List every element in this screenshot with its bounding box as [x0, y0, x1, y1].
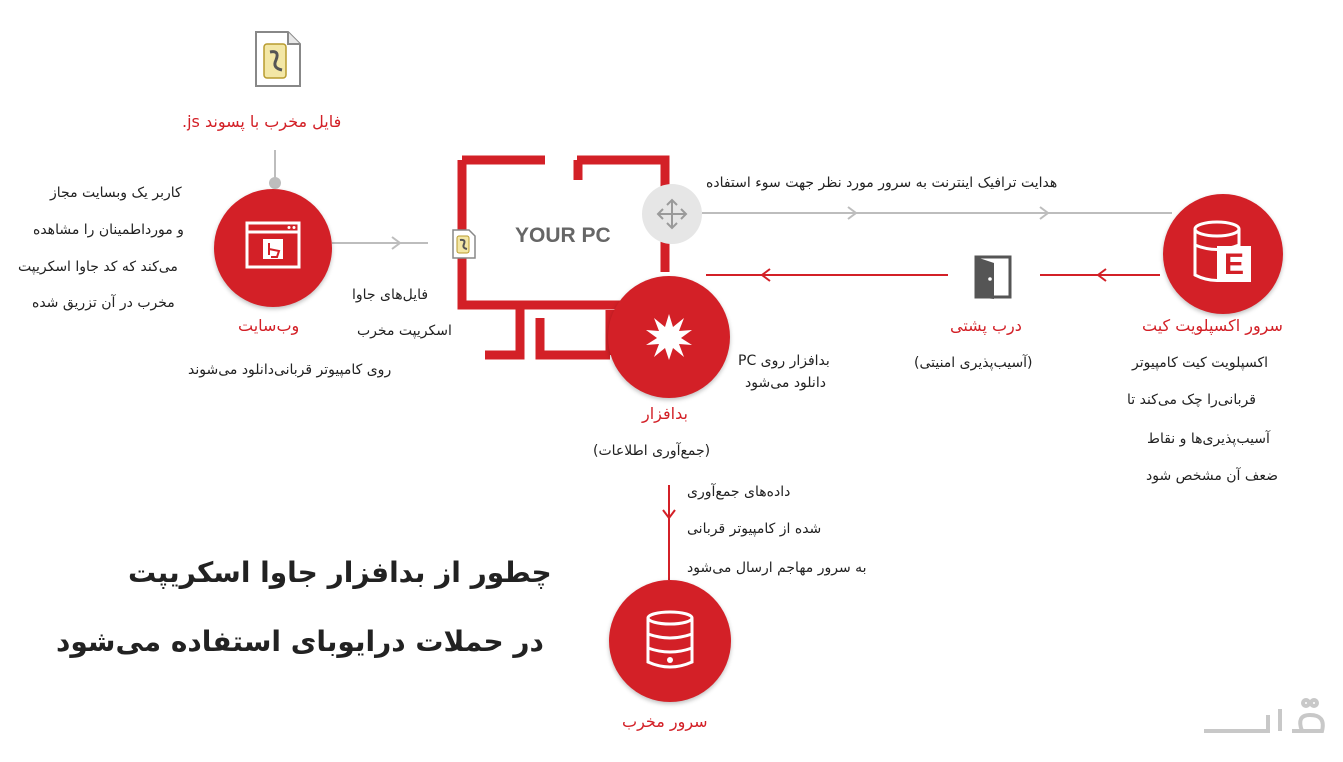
- pc-label: YOUR PC: [515, 224, 611, 247]
- script-file-icon: [254, 30, 302, 88]
- malware-label: بدافزار: [642, 404, 688, 423]
- attacker-server-label: سرور مخرب: [622, 712, 708, 731]
- backdoor-sublabel: (آسیب‌پذیری امنیتی): [914, 355, 1033, 371]
- door-icon: [974, 255, 1012, 299]
- exploit-desc-4: ضعف آن مشخص شود: [1146, 468, 1279, 484]
- exploit-server-node: [1163, 194, 1283, 314]
- data-flow-3: به سرور مهاجم ارسال می‌شود: [687, 560, 867, 576]
- traffic-label: هدایت ترافیک اینترنت به سرور مورد نظر جهت سوء استفاده: [706, 175, 1058, 191]
- java-files-line-3: روی کامپیوتر قربانی‌دانلود می‌شوند: [188, 362, 392, 378]
- malware-node: [608, 276, 730, 398]
- exploit-desc-2: قربانی‌را چک می‌کند تا: [1127, 392, 1256, 408]
- burst-icon: [644, 312, 694, 362]
- exploit-desc-1: اکسپلویت کیت کامپیوتر: [1132, 355, 1269, 371]
- data-flow-1: داده‌های جمع‌آوری: [687, 484, 791, 500]
- database-e-icon: [1193, 220, 1253, 286]
- browser-click-icon: [245, 221, 301, 269]
- svg-text:E: E: [1223, 248, 1245, 281]
- website-desc-3: می‌کند که کد جاوا اسکریپت: [18, 259, 178, 275]
- attacker-server-node: [609, 580, 731, 702]
- backdoor-label: درب پشتی: [950, 316, 1022, 335]
- website-node: [214, 189, 332, 307]
- website-desc-4: مخرب در آن تزریق شده: [32, 295, 175, 311]
- file-label: فایل مخرب با پسوند js.: [182, 112, 342, 131]
- malware-download-1: بدافزار روی PC: [738, 353, 830, 369]
- data-flow-2: شده از کامپیوتر قربانی: [687, 521, 822, 537]
- headline-line-2: در حملات درایوبای استفاده می‌شود: [56, 625, 544, 658]
- website-desc-2: و مورداطمینان را مشاهده: [33, 222, 184, 238]
- exploit-desc-3: آسیب‌پذیری‌ها و نقاط: [1147, 431, 1270, 447]
- watermark-logo: [1198, 693, 1328, 743]
- js-file-icon: [452, 229, 476, 259]
- database-icon: [645, 610, 695, 672]
- java-files-line-2: اسکریپت مخرب: [357, 323, 452, 339]
- malware-sublabel: (جمع‌آوری اطلاعات): [593, 443, 711, 459]
- exploit-server-label: سرور اکسپلویت کیت: [1142, 316, 1283, 335]
- website-label: وب‌سایت: [238, 316, 300, 335]
- headline-line-1: چطور از بدافزار جاوا اسکریپت: [128, 556, 552, 589]
- java-files-line-1: فایل‌های جاوا: [352, 287, 429, 303]
- redirect-node: [642, 184, 702, 244]
- website-desc-1: کاربر یک وبسایت مجاز: [50, 185, 182, 201]
- move-arrows-icon: [656, 198, 688, 230]
- malware-download-2: دانلود می‌شود: [745, 375, 826, 391]
